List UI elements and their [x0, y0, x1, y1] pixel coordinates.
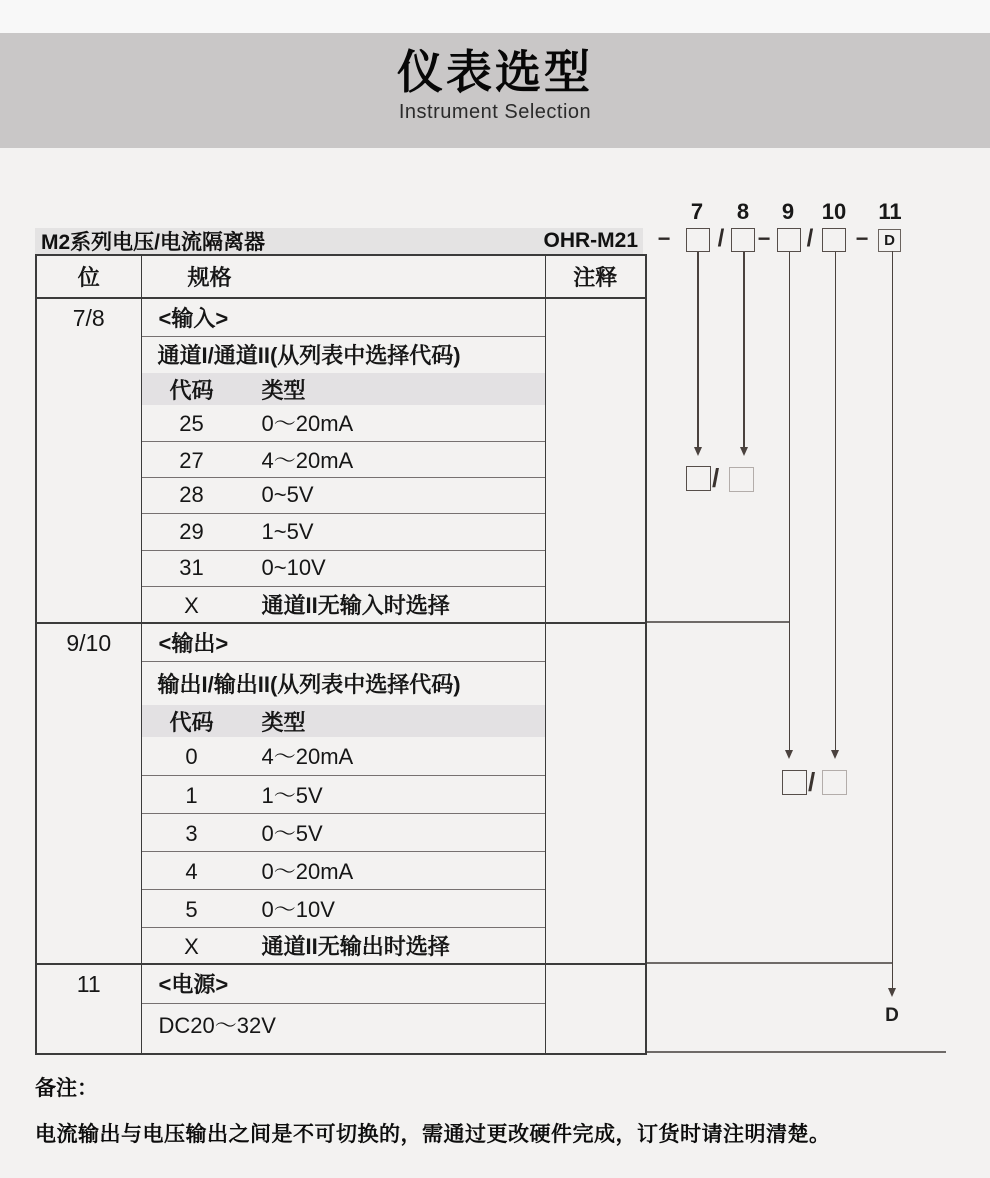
input-channel-2-box [729, 467, 754, 492]
digit-position-11: 11 [878, 199, 902, 224]
code-box-10 [822, 228, 846, 252]
section-position-9-10: 9/10 [36, 623, 141, 964]
slash-separator: / [717, 225, 725, 252]
code-box-9 [777, 228, 801, 252]
selection-table [35, 254, 647, 1055]
pointer-line-11 [892, 251, 894, 989]
code-row [141, 927, 545, 964]
type-cell: 0~10V [261, 555, 326, 580]
page-header-band [0, 33, 990, 148]
code-cell: 5 [185, 896, 198, 922]
pointer-line-7 [697, 252, 699, 448]
connector-line-section-9-10 [645, 621, 789, 623]
code-type-header-row [141, 373, 545, 405]
product-title-bar [35, 228, 643, 254]
col-header-note: 注释 [545, 255, 646, 298]
code-box-11-fixed-d: D [878, 229, 901, 252]
code-cell: 0 [185, 744, 198, 770]
note-cell [545, 623, 646, 964]
type-header: 类型 [261, 377, 306, 403]
code-cell: 29 [179, 518, 204, 544]
code-row [141, 889, 545, 927]
product-model: OHR-M21 [543, 229, 638, 252]
page-title: 仪表选型 [397, 46, 593, 98]
code-cell: 3 [185, 820, 198, 846]
code-cell: X [184, 933, 199, 959]
code-cell: 27 [179, 447, 204, 473]
code-row [141, 405, 545, 441]
digit-position-9: 9 [781, 199, 795, 224]
section-title-input: <输入> [141, 298, 545, 336]
down-arrow-icon [694, 447, 702, 456]
type-cell: 0～10V [261, 896, 335, 922]
type-cell: 0～20mA [261, 411, 354, 437]
output-channel-1-box [782, 770, 807, 795]
col-header-position: 位 [36, 255, 141, 298]
slash-separator: / [806, 225, 814, 252]
type-header: 类型 [261, 709, 306, 735]
down-arrow-icon [888, 988, 896, 997]
code-row [141, 513, 545, 550]
output-channel-2-box [822, 770, 847, 795]
down-arrow-icon [740, 447, 748, 456]
note-cell [545, 298, 646, 623]
section-title-power: <电源> [141, 964, 545, 1003]
type-cell: 4～20mA [261, 744, 354, 770]
digit-position-8: 8 [736, 199, 750, 224]
dash-separator: − [657, 226, 671, 251]
pointer-line-10 [835, 252, 837, 751]
power-spec-cell: DC20～32V [141, 1003, 545, 1054]
down-arrow-icon [785, 750, 793, 759]
code-row [141, 550, 545, 586]
remark-label: 备注： [35, 1077, 98, 1100]
page-subtitle: Instrument Selection [398, 101, 592, 123]
code-box-8 [731, 228, 755, 252]
code-row [141, 441, 545, 477]
table-bottom-rule-extension [645, 1051, 946, 1053]
type-cell: 通道II无输出时选择 [261, 933, 450, 959]
pointer-line-9 [789, 252, 791, 751]
down-arrow-icon [831, 750, 839, 759]
type-cell: 1~5V [261, 518, 314, 544]
dash-separator: − [855, 226, 869, 251]
type-cell: 0～20mA [261, 858, 354, 884]
pointer-line-8 [743, 252, 745, 448]
code-cell: 31 [179, 555, 204, 580]
type-cell: 4～20mA [261, 447, 354, 473]
slash-separator: / [808, 767, 816, 797]
section-position-11: 11 [36, 964, 141, 1054]
code-cell: 1 [185, 782, 198, 808]
note-cell [545, 964, 646, 1054]
input-channel-1-box [686, 466, 711, 491]
code-row [141, 737, 545, 775]
type-cell: 0～5V [261, 820, 323, 846]
digit-position-10: 10 [821, 199, 847, 224]
product-name: M2系列电压/电流隔离器 [41, 231, 266, 254]
col-header-spec: 规格 [141, 255, 545, 298]
code-row [141, 775, 545, 813]
code-cell: X [184, 592, 199, 618]
power-code-d-label: D [885, 1005, 899, 1026]
code-cell: 28 [179, 482, 204, 507]
connector-line-section-11 [645, 962, 892, 964]
code-row [141, 477, 545, 513]
digit-position-7: 7 [690, 199, 704, 224]
slash-separator: / [712, 463, 720, 493]
code-cell: 25 [179, 411, 204, 437]
code-row [141, 586, 545, 623]
type-cell: 通道II无输入时选择 [261, 592, 450, 618]
section-title-output: <输出> [141, 623, 545, 661]
dash-separator: − [757, 226, 771, 251]
section-subtitle-input: 通道I/通道II(从列表中选择代码) [141, 336, 545, 373]
code-cell: 4 [185, 858, 198, 884]
code-row [141, 851, 545, 889]
type-cell: 0~5V [261, 482, 314, 507]
code-box-7 [686, 228, 710, 252]
top-strip [0, 0, 990, 33]
remark-text: 电流输出与电压输出之间是不可切换的，需通过更改硬件完成，订货时请注明清楚。 [35, 1123, 831, 1146]
code-row [141, 813, 545, 851]
type-cell: 1～5V [261, 782, 323, 808]
section-position-7-8: 7/8 [36, 298, 141, 623]
code-type-header-row [141, 705, 545, 737]
code-header: 代码 [169, 709, 214, 735]
section-subtitle-output: 输出I/输出II(从列表中选择代码) [141, 661, 545, 705]
code-header: 代码 [169, 377, 214, 403]
